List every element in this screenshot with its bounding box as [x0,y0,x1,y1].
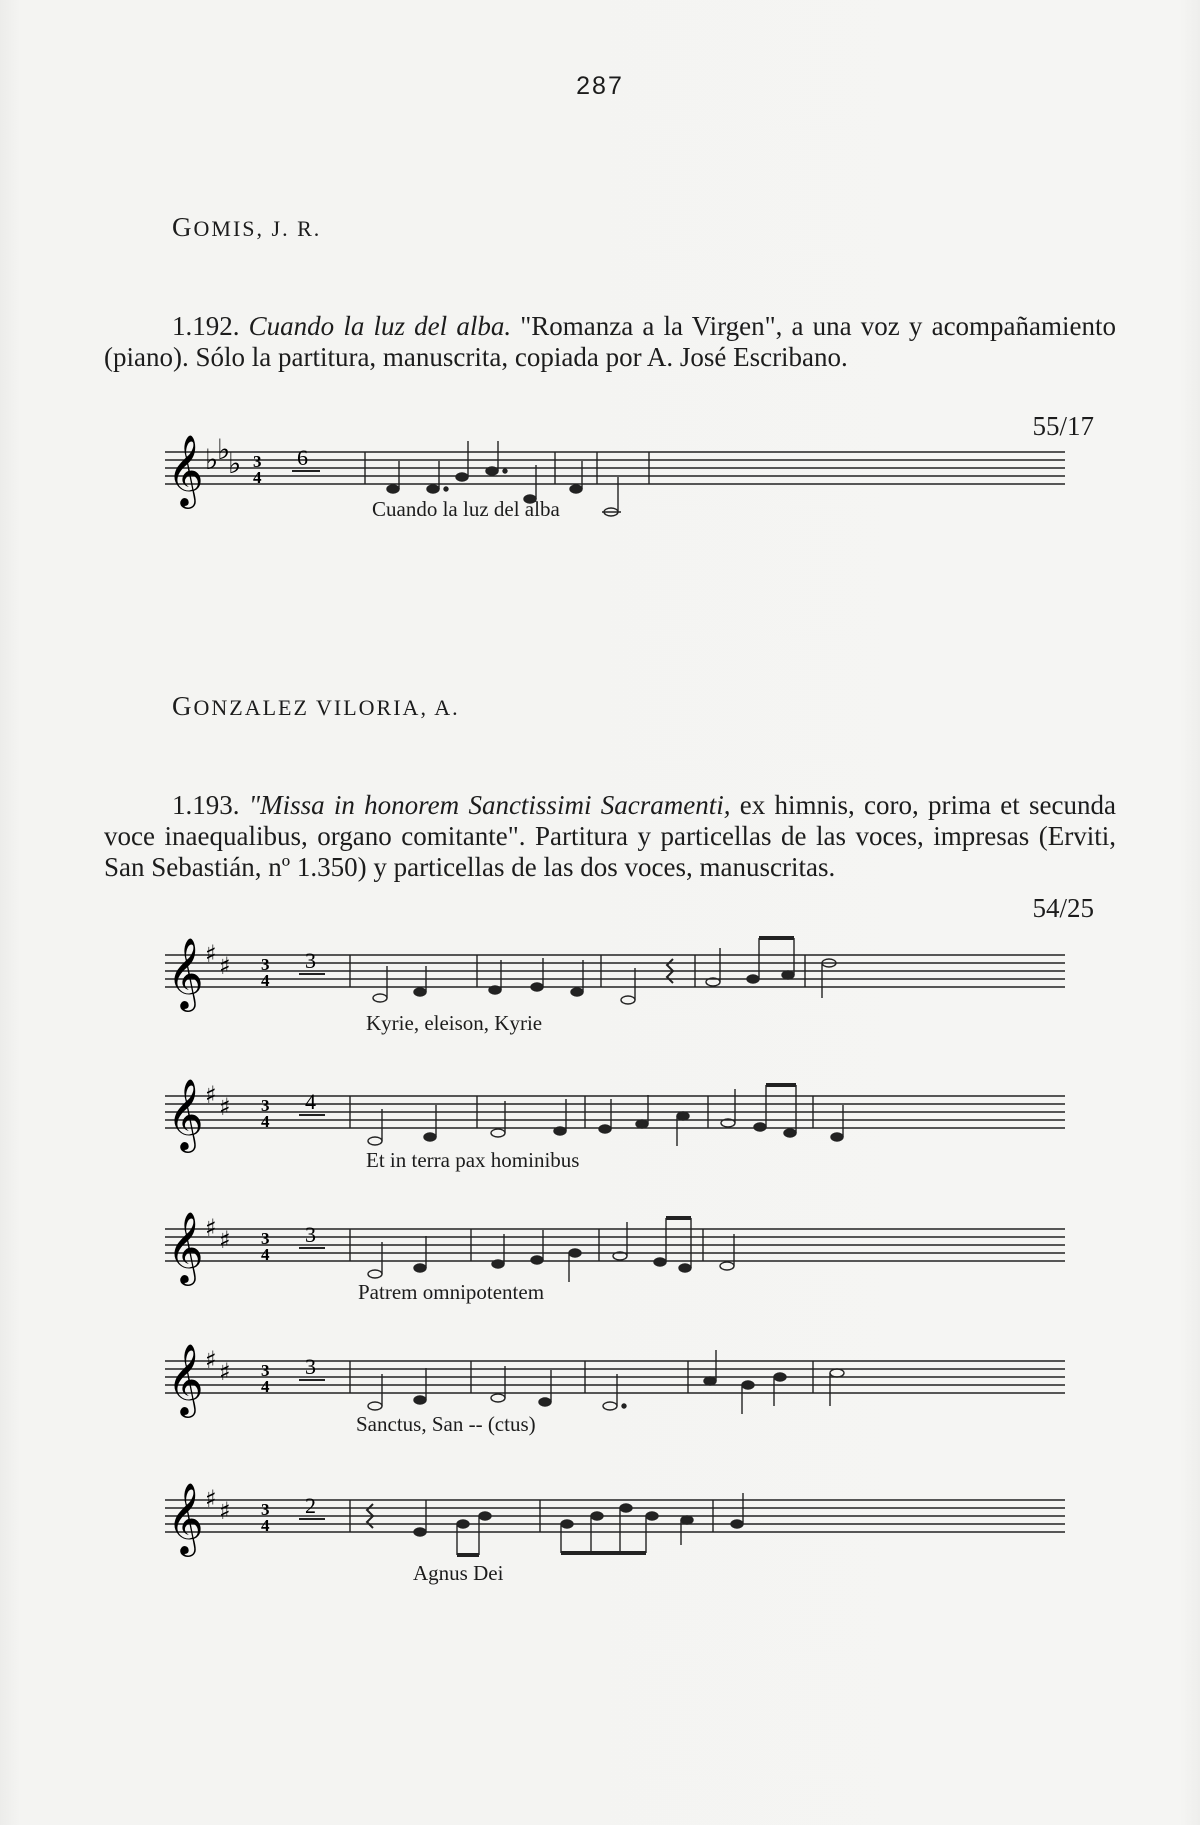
svg-text:4: 4 [261,1245,270,1264]
svg-text:3: 3 [261,1096,270,1115]
work-description: "Romanza a la Virgen", a una voz y acompañamiento (piano). Sólo la partitura, manuscrita, copiada por A. José Escribano. [104,311,1117,372]
music-incipit-et-in-terra [165,1071,1065,1151]
svg-text:♭: ♭ [228,447,242,480]
treble-clef-icon: 𝄞 [167,1210,204,1283]
melody-notes [350,1350,844,1414]
composer-initial: G [172,212,194,242]
catalog-entry-1193 [104,790,1116,883]
bar-count: 3 [305,1222,316,1247]
work-title: "Missa in honorem Sanctissimi Sacramenti, [248,790,731,820]
time-signature-top: 3 [253,452,262,471]
bar-count: 3 [305,1354,316,1379]
entry-number: 1.193. [172,790,240,820]
melody-notes [350,1085,843,1146]
key-signature-sharps-icon [205,1485,231,1525]
treble-clef-icon: 𝄞 [167,1077,204,1150]
incipit-text: Et in terra pax hominibus [366,1148,580,1172]
music-incipit-kyrie [165,930,1065,1010]
svg-text:♯: ♯ [219,1093,231,1121]
composer-name-rest: ONZALEZ VILORIA, A. [193,695,460,720]
bar-count: 3 [305,948,316,973]
svg-text:♭: ♭ [217,433,231,466]
svg-text:♯: ♯ [219,1358,231,1386]
bar-count: 6 [297,445,308,470]
key-signature-sharps-icon [205,1081,231,1121]
svg-text:♯: ♯ [205,1485,217,1513]
svg-text:4: 4 [261,1112,270,1131]
svg-text:4: 4 [261,971,270,990]
catalog-entry-1192 [104,311,1116,373]
composer-initial: G [172,691,194,721]
page-number: 287 [576,72,624,100]
svg-text:♯: ♯ [219,1497,231,1525]
treble-clef-icon: 𝄞 [167,936,204,1009]
music-incipit-patrem [165,1204,1065,1284]
svg-text:4: 4 [261,1516,270,1535]
shelf-reference: 54/25 [1032,893,1094,923]
work-title: Cuando la luz del alba. [248,311,512,341]
incipit-text: Cuando la luz del alba [372,497,560,521]
svg-text:♯: ♯ [205,940,217,968]
music-incipit-agnus-dei [165,1475,1065,1555]
treble-clef-icon: 𝄞 [167,1342,204,1415]
incipit-text: Kyrie, eleison, Kyrie [366,1011,543,1035]
composer-heading-gomis [172,212,321,243]
svg-text:3: 3 [261,1500,270,1519]
svg-text:♯: ♯ [205,1081,217,1109]
svg-text:♯: ♯ [219,952,231,980]
key-signature-flats-icon [205,433,241,480]
incipit-text: Agnus Dei [413,1561,504,1585]
incipit-text: Sanctus, San -- (ctus) [356,1412,536,1436]
bar-count: 4 [305,1089,316,1114]
shelf-reference: 55/17 [1032,411,1094,441]
bar-count: 2 [305,1493,316,1518]
music-incipit-sanctus [165,1336,1065,1416]
time-signature-bottom: 4 [253,468,262,487]
key-signature-sharps-icon [205,940,231,980]
svg-text:♯: ♯ [205,1214,217,1242]
svg-text:3: 3 [261,1229,270,1248]
svg-text:♯: ♯ [205,1346,217,1374]
svg-text:♭: ♭ [205,443,219,476]
composer-heading-gonzalez-viloria [172,691,460,722]
svg-text:♯: ♯ [219,1226,231,1254]
music-incipit-cuando-la-luz [165,427,1065,505]
svg-text:3: 3 [261,1361,270,1380]
treble-clef-icon: 𝄞 [167,1481,204,1554]
treble-clef-icon: 𝄞 [167,433,204,506]
svg-text:3: 3 [261,955,270,974]
composer-name-rest: OMIS, J. R. [193,216,322,241]
svg-text:4: 4 [261,1377,270,1396]
key-signature-sharps-icon [205,1346,231,1386]
key-signature-sharps-icon [205,1214,231,1254]
entry-number: 1.192. [172,311,240,341]
work-description: ex himnis, coro, prima et secunda voce inaequalibus, organo comitante". Partitura y particellas de las voces, impresas (Erviti, San Sebastián, nº 1.350) y particellas de las dos voces, manuscritas. [104,790,1116,882]
melody-notes [350,1218,734,1282]
incipit-text: Patrem omnipotentem [358,1280,545,1304]
